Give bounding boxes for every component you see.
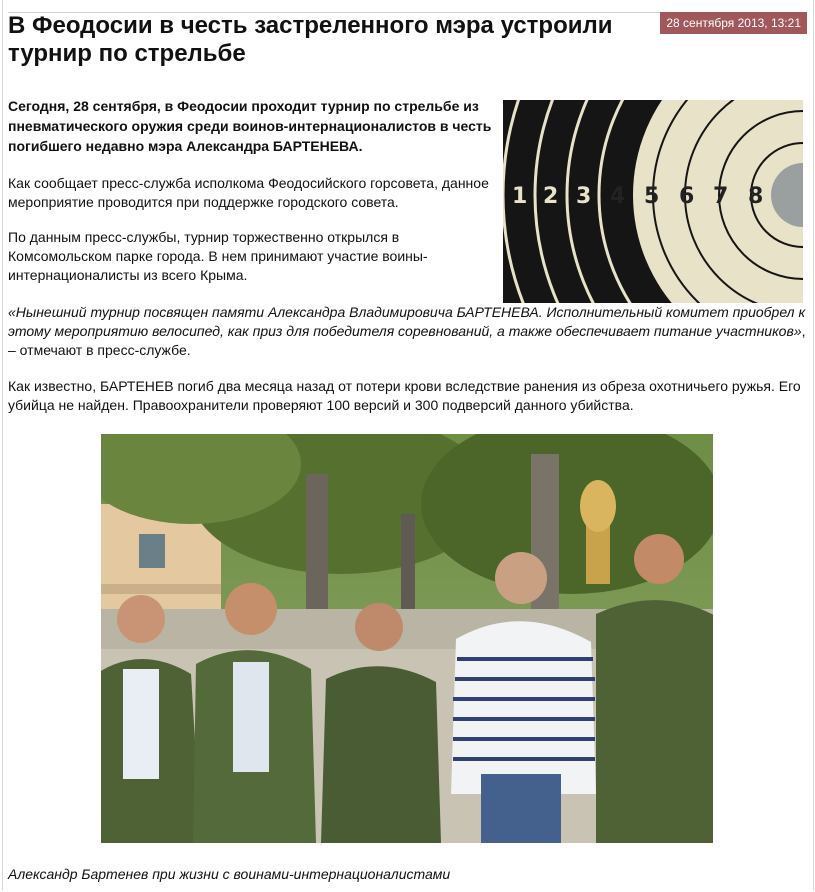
target-number-6: 6 — [679, 184, 695, 209]
quote-text: «Нынешний турнир посвящен памяти Александра Владимировича БАРТЕНЕВА. Исполнительный комитет приобрел к этому мероприятию велосипед, как приз для победителя соревнований, а также обеспечивает питание участников» — [8, 304, 806, 339]
article-title: В Феодосии в честь застреленного мэра устроили турнир по стрельбе — [8, 12, 613, 67]
paragraph-2: По данным пресс-службы, турнир торжественно открылся в Комсомольском парке города. В нем принимают участие воины-интернационалисты из всего Крыма. — [8, 229, 428, 283]
quote-paragraph — [8, 303, 808, 360]
quote-attribution: , – отмечают в пресс-службе. — [8, 323, 806, 358]
target-number-8: 8 — [748, 184, 764, 209]
shooting-target-image — [503, 100, 803, 303]
paragraph-final: Как известно, БАРТЕНЕВ погиб два месяца назад от потери крови вследствие ранения из обреза охотничьего ружья. Его убийца не найден. Правоохранители проверяют 100 версий и 300 подверсий данного убийства. — [8, 378, 801, 413]
paragraph-1: Как сообщает пресс-служба исполкома Феодосийского горсовета, данное мероприятие проводится при поддержке городского совета. — [8, 175, 489, 210]
target-number-5: 5 — [644, 184, 660, 209]
date-badge: 28 сентября 2013, 13:21 — [660, 12, 807, 34]
photo-caption: Александр Бартенев при жизни с воинами-интернационалистами — [8, 866, 451, 882]
target-number-1: 1 — [512, 184, 528, 209]
group-photo — [101, 434, 713, 843]
article-lead: Сегодня, 28 сентября, в Феодосии проходит турнир по стрельбе из пневматического оружия среди воинов-интернационалистов в честь погибшего недавно мэра Александра БАРТЕНЕВА. — [8, 98, 492, 154]
target-number-3: 3 — [576, 184, 592, 209]
group-photo-drawing — [101, 434, 713, 843]
target-number-2: 2 — [543, 184, 559, 209]
target-number-7: 7 — [713, 184, 729, 209]
target-drawing — [503, 100, 803, 303]
target-number-4: 4 — [610, 184, 626, 209]
